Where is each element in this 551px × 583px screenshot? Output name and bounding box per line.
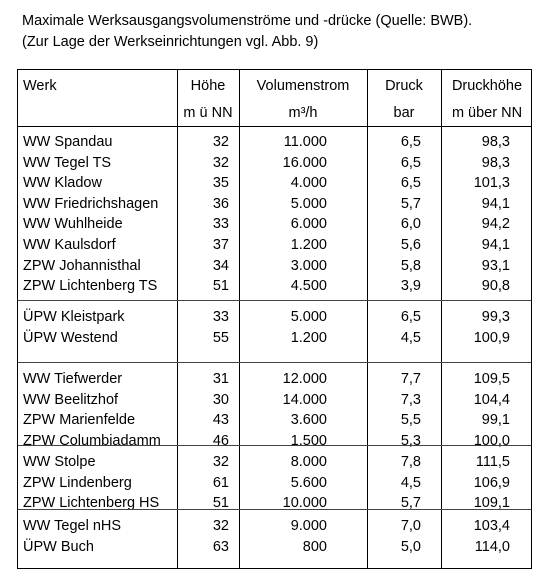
cell-hoehe: 46: [212, 432, 229, 449]
cell-volumen: 9.000: [290, 518, 327, 534]
cell-hoehe: 37: [212, 237, 229, 253]
cell-werk: ÜPW Kleistpark: [23, 309, 125, 325]
cell-werk: WW Friedrichshagen: [23, 195, 159, 212]
cell-druckhoehe: 93,1: [481, 257, 510, 274]
group-divider: [18, 509, 531, 510]
cell-hoehe: 30: [212, 391, 229, 408]
cell-werk: ZPW Lichtenberg HS: [23, 495, 160, 512]
cell-hoehe: 36: [212, 195, 229, 212]
cell-hoehe: 34: [212, 257, 229, 274]
cell-hoehe: 33: [212, 216, 229, 233]
cell-hoehe: 43: [212, 412, 229, 429]
cell-druck: 6,5: [400, 309, 421, 325]
cell-druck: 7,7: [400, 371, 421, 387]
cell-hoehe: 32: [212, 134, 229, 150]
cell-druck: 7,0: [400, 518, 421, 534]
cell-druck: 3,9: [400, 278, 421, 295]
cell-druckhoehe: 99,3: [481, 309, 510, 325]
cell-werk: ZPW Lichtenberg TS: [23, 278, 158, 295]
cell-druckhoehe: 100,0: [473, 432, 510, 449]
cell-hoehe: 32: [212, 518, 229, 534]
cell-volumen: 10.000: [282, 495, 327, 512]
cell-volumen: 8.000: [290, 454, 327, 470]
cell-druck: 6,0: [400, 216, 421, 233]
group-divider: [18, 300, 531, 301]
caption-line-1: Maximale Werksausgangsvolumenströme und -drücke (Quelle: BWB).: [22, 13, 473, 29]
header-druck: Druck: [385, 78, 423, 94]
cell-werk: WW Beelitzhof: [23, 391, 119, 408]
cell-hoehe: 63: [212, 538, 229, 555]
cell-hoehe: 32: [212, 154, 229, 171]
cell-druckhoehe: 98,3: [481, 134, 510, 150]
cell-hoehe: 51: [212, 495, 229, 512]
cell-werk: WW Spandau: [23, 134, 113, 150]
cell-werk: ZPW Lindenberg: [23, 474, 132, 491]
cell-werk: WW Tegel nHS: [23, 518, 122, 534]
header-divider: [18, 126, 531, 127]
cell-volumen: 3.600: [290, 412, 327, 429]
cell-druckhoehe: 94,1: [481, 237, 510, 253]
header-druckhoehe-unit: m über NN: [451, 105, 523, 121]
cell-werk: ZPW Marienfelde: [23, 412, 136, 429]
cell-druckhoehe: 104,4: [473, 391, 510, 408]
cell-druckhoehe: 100,9: [473, 329, 510, 346]
header-volumenstrom-unit: m³/h: [288, 105, 318, 121]
cell-druck: 5,0: [400, 538, 421, 555]
cell-druckhoehe: 103,4: [473, 518, 510, 534]
cell-druck: 5,7: [400, 495, 421, 512]
cell-werk: ZPW Johannisthal: [23, 257, 141, 274]
cell-volumen: 5.000: [290, 195, 327, 212]
cell-volumen: 5.000: [290, 309, 327, 325]
cell-hoehe: 33: [212, 309, 229, 325]
cell-druckhoehe: 98,3: [481, 154, 510, 171]
header-druck-unit: bar: [393, 105, 415, 121]
group-divider: [18, 362, 531, 363]
cell-werk: ÜPW Buch: [23, 538, 94, 555]
cell-druck: 6,5: [400, 134, 421, 150]
caption-line-2: (Zur Lage der Werkseinrichtungen vgl. Abb. 9): [22, 34, 319, 50]
cell-volumen: 1.200: [290, 237, 327, 253]
cell-druck: 7,8: [400, 454, 421, 470]
cell-volumen: 5.600: [290, 474, 327, 491]
header-hoehe: Höhe: [190, 78, 226, 94]
header-hoehe-unit: m ü NN: [183, 105, 233, 121]
cell-werk: ÜPW Westend: [23, 329, 118, 346]
cell-werk: WW Kaulsdorf: [23, 237, 116, 253]
cell-volumen: 1.500: [290, 432, 327, 449]
cell-druck: 5,7: [400, 195, 421, 212]
cell-druck: 4,5: [400, 474, 421, 491]
cell-werk: ZPW Columbiadamm: [23, 432, 161, 449]
table-caption: [22, 11, 472, 53]
cell-volumen: 4.000: [290, 175, 327, 192]
cell-druckhoehe: 109,1: [473, 495, 510, 512]
cell-volumen: 1.200: [290, 329, 327, 346]
cell-volumen: 4.500: [290, 278, 327, 295]
cell-volumen: 6.000: [290, 216, 327, 233]
cell-druckhoehe: 111,5: [475, 454, 510, 470]
header-druckhoehe: Druckhöhe: [451, 78, 523, 94]
cell-druck: 5,3: [400, 432, 421, 449]
data-table: [17, 69, 532, 569]
cell-volumen: 12.000: [282, 371, 327, 387]
cell-druck: 5,5: [400, 412, 421, 429]
cell-hoehe: 55: [212, 329, 229, 346]
cell-druck: 5,6: [400, 237, 421, 253]
cell-hoehe: 35: [212, 175, 229, 192]
cell-werk: WW Wuhlheide: [23, 216, 123, 233]
cell-volumen: 800: [302, 538, 327, 555]
cell-druck: 4,5: [400, 329, 421, 346]
group-divider: [18, 445, 531, 446]
cell-werk: WW Tiefwerder: [23, 371, 123, 387]
cell-volumen: 16.000: [282, 154, 327, 171]
cell-hoehe: 32: [212, 454, 229, 470]
cell-druck: 5,8: [400, 257, 421, 274]
cell-druckhoehe: 90,8: [481, 278, 510, 295]
cell-hoehe: 31: [212, 371, 229, 387]
cell-druck: 7,3: [400, 391, 421, 408]
cell-volumen: 14.000: [282, 391, 327, 408]
cell-volumen: 3.000: [290, 257, 327, 274]
cell-druckhoehe: 109,5: [473, 371, 510, 387]
cell-druck: 6,5: [400, 175, 421, 192]
cell-druckhoehe: 94,2: [481, 216, 510, 233]
header-volumenstrom: Volumenstrom: [256, 78, 350, 94]
cell-hoehe: 61: [212, 474, 229, 491]
cell-druckhoehe: 101,3: [473, 175, 510, 192]
cell-werk: WW Kladow: [23, 175, 102, 192]
cell-hoehe: 51: [212, 278, 229, 295]
header-werk: Werk: [23, 78, 57, 94]
cell-werk: WW Stolpe: [23, 454, 96, 470]
cell-druckhoehe: 99,1: [481, 412, 510, 429]
cell-werk: WW Tegel TS: [23, 154, 112, 171]
cell-druckhoehe: 114,0: [474, 538, 510, 555]
cell-druck: 6,5: [400, 154, 421, 171]
cell-druckhoehe: 106,9: [473, 474, 510, 491]
cell-druckhoehe: 94,1: [481, 195, 510, 212]
cell-volumen: 11.000: [283, 134, 327, 150]
